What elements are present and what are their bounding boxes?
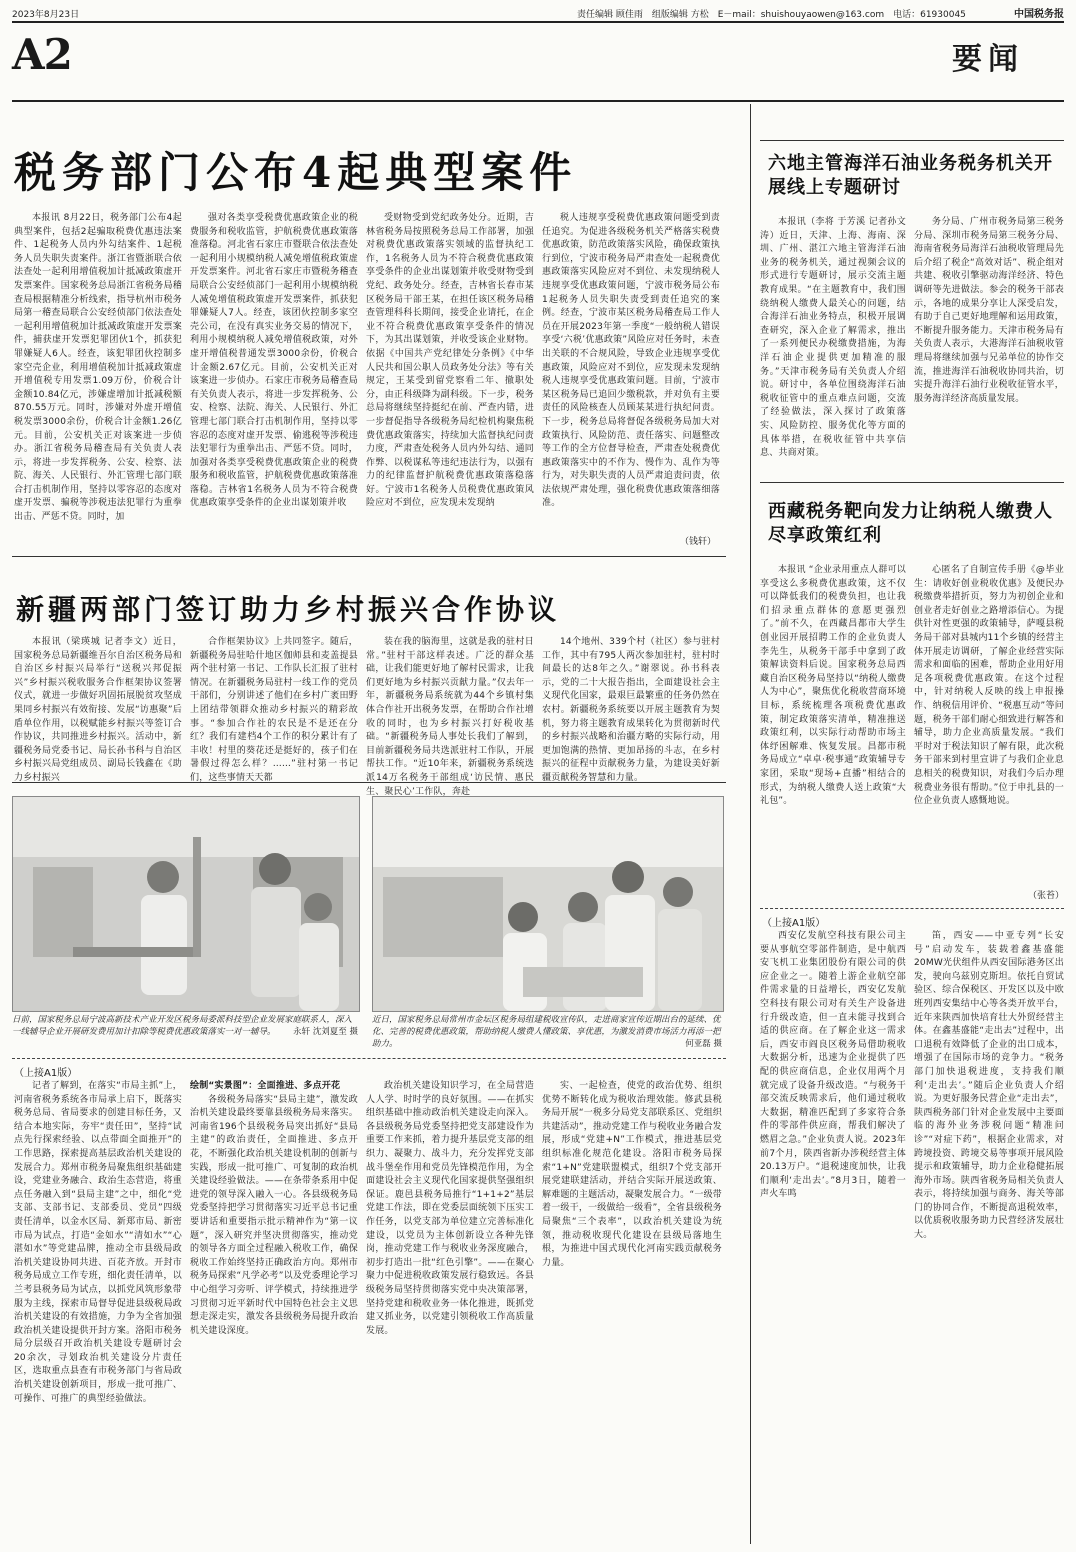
divider: [12, 1058, 726, 1059]
article-column: 本报讯 “企业录用重点人群可以享受这么多税费优惠政策，这不仅可以降低我们的税费负担，也让我们招录重点群体的意愿更强烈了。”前不久，在西藏昌都市大学生创业园开展招聘工作的企业负责人李先生，从税务干部手中拿到了政策解读资料后说。国家税务总局西藏自治区税务局坚持以“纳税人缴费人为中心”，聚焦优化税收营商环境目标，系统梳理各项税费优惠政策，制定政策落实清单，精准推送政策红利，以实际行动帮助市场主体纾困解难、恢复发展。昌都市税务局成立“卓卓·税事通”政策辅导专家团，采取“现场+直播”相结合的形式，为纳税人缴费人送上政策“大礼包”。: [760, 565, 906, 807]
headline-typical-cases: 税务部门公布4起典型案件: [14, 148, 578, 197]
divider: [760, 482, 1064, 483]
author-sign: （张苔）: [1028, 891, 1065, 901]
article-column: 装在我的脑海里，这就是我的驻村日常。”驻村干部这样表述。广泛的群众基础，让我们能更好地了解村民需求，让我们更好地为乡村振兴贡献力量。”仅去年一年，新疆税务局系统就为44个乡镇村集体合作社开出税务发票，在帮助合作社增收的同时，也为乡村振兴打好税收基础。“新疆税务局人事处长我们了解到，目前新疆税务局共选派驻村工作队，开展帮扶工作。“近10年来，新疆税务系统选派14万名税务干部组成‘访民情、惠民生、聚民心’工作队，奔赴: [366, 637, 534, 797]
page-number: A2: [12, 30, 72, 79]
divider: [12, 782, 726, 783]
headline-tibet: 西藏税务靶向发力让纳税人缴费人尽享政策红利: [768, 501, 1053, 546]
article-column: 笛，西安——中亚专列“长安号”启动发车，装载着鑫基盛能20MW光伏组件从西安国际港务区出发，驶向乌兹别克斯坦。依托自贸试验区、综合保税区、开发区以及中欧班列西安集结中心等各类开放平台，近年来陕西加快培育壮大外贸经营主体。在鑫基盛能“走出去”过程中，出口退税有效降低了企业的出口成本，增强了在国际市场的竞争力。“税务部门加快退税进度，支持我们顺利‘走出去’。”随后企业负责人介绍说。为更好服务民营企业“走出去”，陕西税务部门针对企业发展中主要面临的海外业务涉税问题“精准问诊”“对症下药”，根据企业需求，对跨境投资、跨境交易等事项开展风险提示和政策辅导，助力企业稳健拓展海外市场。陕西省税务局相关负责人表示，将持续加强与商务、海关等部门的协同合作，不断提高退税效率，以优质税收服务助力民营经济发展壮大。: [914, 931, 1064, 1241]
article-column: 税人违规享受税费优惠政策问题受到责任追究。为促进各级税务机关严格落实税费优惠政策，防范政策落实风险，确保政策执行到位，宁波市税务局严肃查处一起税费优惠政策落实风险应对不到位、未发现纳税人违规享受优惠政策问题，宁波市税务局公布1起税务人员失职失责受到责任追究的案例。经查，宁波市某区税务局稽查局工作人员在开展2023年第一季度“一般纳税人错误享受‘六税’优惠政策”风险应对任务时，未查出关联的不合规风险，导致企业违规享受优惠政策，风险应对不到位，应发现未发现纳税人违规享受优惠政策问题。目前，宁波市某区税务局已追回少缴税款，并对负有主要责任的风险核查人员顾某某进行执纪问责。下一步，税务总局将督促各级税务局加大对政策执行、风险防范、责任落实、问题整改等工作的全方位督导检查，严肃查处税费优惠政策落实中的不作为、慢作为、乱作为等行为，对失职失责的人员严肃追责问责，依法依规严肃处理，强化税费优惠政策落细落准。: [542, 213, 720, 509]
article-column: 绘制“实景图”：全面推进、多点开花 各级税务局落实“县局主建”，激发政治机关建设最终要靠县级税务局来落实。河南省196个县级税务局突出抓好“县局主建”的政治责任，全面推进、多点开花，不断强化政治机关建设机制的创新与实践，形成一批可推广、可复制的政治机关建设经验做法。——在条带条系用中促进党的领导深入融入一心。各县级税务局党委坚持把学习贯彻落实习近平总书记重要讲话和重要指示批示精神作为“第一议题”，深入研究并坚决贯彻落实，推动党的领导各方面全过程融入税收工作，确保税收工作始终坚持正确政治方向。郑州市税务局探索“凡学必考”以及党委理论学习中心组学习旁听、评学模式，持续推进学习贯彻习近平新时代中国特色社会主义思想走深走实，激发各县级税务局提升政治机关建设深度。: [190, 1081, 358, 1336]
jump-from-a1: （上接A1版）: [762, 918, 826, 929]
article-column: 本报讯（李将 于芳溪 记者孙文涛）近日，天津、上海、海南、深圳、广州、湛江六地主管海洋石油业务的税务机关，通过视频会议的形式进行专题研讨，展示交流主题教育成果。“在主题教育中，我们围绕纳税人缴费人最关心的问题，结合海洋石油业务特点，积极开展调查研究，深入企业了解需求，推出了一系列便民办税缴费措施，为海洋石油企业提供更加精准的服务。”天津市税务局有关负责人介绍说。研讨中，各单位围绕海洋石油税收征管中的重点难点问题，交流了经验做法，深入探讨了政策落实、风险防控、服务优化等方面的具体举措，在税收征管中共享信息、共商对策。: [760, 217, 906, 459]
article-column: 心匿名了自制宣传手册《@毕业生：请收好创业税收优惠》及便民办税缴费举措折页，努力为初创企业和创业者走好创业之路增添信心。为提供针对性更强的政策辅导，萨嘎县税务局干部对县城内11个乡镇的经营主体开展走访调研，了解企业经营实际需求和面临的困难，帮助企业用好用足各项税费优惠政策。在这个过程中，针对纳税人反映的线上申报操作、纳税信用评价、“税惠互动”等问题，税务干部们耐心细致进行解答和辅导，助力企业高质量发展。“我们平时对于税法知识了解有限，此次税务干部来到村里宣讲了与我们企业息息相关的税费知识，对我们今后办理税费业务很有帮助。”位于申扎县的一位企业负责人感慨地说。: [914, 565, 1064, 807]
article-column: 强对各类享受税费优惠政策企业的税费服务和税收监管，护航税费优惠政策落准落稳。河北省石家庄市暨联合依法查处一起利用小规模纳税人减免增值税政策虚开发票案件。河北省石家庄市暨税务稽查局联合公安经侦部门一起利用小规模纳税人减免增值税政策虚开发票案件，抓获犯罪嫌疑人7人。经查，该团伙控制多家空壳公司，在没有真实业务交易的情况下，利用小规模纳税人减免增值税政策，对外虚开增值税普通发票3000余份，价税合计金额2.67亿元。目前，公安机关正对该案进一步侦办。石家庄市税务局稽查局有关负责人表示，将进一步发挥税务、公安、检察、法院、海关、人民银行、外汇管理七部门联合打击机制作用，坚持以零容忍的态度对虚开发票、偷逃税等涉税违法犯罪行为重拳出击、严惩不贷。同时，加强对各类享受税费优惠政策企业的税费服务和税收监管，护航税费优惠政策落准落稳。吉林省1名税务人员为不符合税费优惠政策享受条件的企业出谋划策并收: [190, 213, 358, 509]
article-column: 合作框架协议》上共同签字。随后，新疆税务局驻哈什地区伽师县和麦盖提县两个驻村第一书记、工作队长汇报了驻村情况。在新疆税务局驻村一线工作的党员干部们，分别讲述了他们在乡村广袤田野上团结带领群众推动乡村振兴的精彩故事。“参加合作社的农民是不是还在分红？我们有建档4个工作的积分累计有了丰收！村里的葵花还是挺好的，孩子们在暑假过得怎么样？……”驻村第一书记们，这些事情天天都: [190, 637, 358, 783]
jump-from-a1: （上接A1版）: [14, 1068, 78, 1079]
photo-credit: 永轩 沈刘夏至 摄: [293, 1027, 358, 1037]
divider: [760, 908, 1064, 909]
news-photo-shop: [372, 796, 724, 1012]
newspaper-name: 中国税务报: [1014, 9, 1064, 20]
article-column: 政治机关建设知识学习，在全局营造人人学、时时学的良好氛围。——在抓实组织基础中推动政治机关建设走向深入。各县级税务局党委坚持把党支部建设作为重要工作来抓，着力提升基层党支部的组织力、凝聚力、战斗力，充分发挥党支部战斗堡垒作用和党员先锋模范作用，为全面建设社会主义现代化国家提供坚强组织保证。鹿邑县税务局推行“1+1+2”基层党建工作法，即在党委层面统领下压实工作任务，以党支部为单位建立完善标准化建设，以党员为主体创新设立各种先锋岗，推动党建工作与税收业务深度融合，初步打造出一批“红色引擎”。——在聚心聚力中促进税收政策发展行稳致远。各县级税务局坚持贯彻落实党中央决策部署，坚持党建和税收业务一体化推进，既抓党建又抓业务，以党建引领税收工作高质量发展。: [366, 1081, 534, 1336]
photo-credit: 何亚磊 摄: [685, 1039, 722, 1049]
article-column: 西安亿发航空科技有限公司主要从事航空零部件制造，是中航西安飞机工业集团股份有限公司的供应企业之一。随着上游企业航空部件需求量的日益增长，西安亿发航空科技有限公司对有关生产设备进行升级改造，但一直未能寻找到合适的供应商。在了解企业这一需求后，西安市阎良区税务局借助税收大数据分析，迅速为企业提供了匹配的供应商信息，企业仅用两个月就完成了设备升级改造。“与税务干部交流反映需求后，他们通过税收大数据，精准匹配到了多家符合条件的零部件供应商，帮我们解决了燃眉之急。”企业负责人说。2023年前7个月，陕西省新办涉税经营主体20.13万户。“退税速度加快，让我们顺利‘走出去’。”8月3日，随着一声火车鸣: [760, 931, 906, 1200]
editor-info: 责任编辑 顾佳雨 组版编辑 方松 E－mail：shuishouyaowen@163.com 电话：61930045: [577, 10, 966, 20]
page-masthead: [12, 4, 1064, 22]
news-photo-lab: [12, 796, 360, 1012]
headline-ocean-oil: 六地主管海洋石油业务税务机关开展线上专题研讨: [768, 153, 1053, 198]
photo-caption: 近日，国家税务总局常州市金坛区税务局组建税收宣传队，走进商家宣传近期出台的延续、优化、完善的税费优惠政策，帮助纳税人缴费人懂政策、享优惠，为激发消费市场活力再添一把助力。 何亚磊 摄: [372, 1015, 722, 1049]
author-sign: （钱轩）: [680, 537, 717, 547]
article-column: 本报讯 8月22日，税务部门公布4起典型案件，包括2起骗取税费优惠违法案件、1起税务人员内外勾结案件、1起税务人员失职失责案件。浙江省暨浙联合依法查处一起利用增值税加计抵减政策虚开发票案件。国家税务总局浙江省税务局稽查局根据精准分析线索，指导杭州市税务局第一稽查局联合公安经侦部门依法查处一起利用增值税加计抵减政策虚开发票案件，捕获虚开发票犯罪团伙1个，抓获犯罪嫌疑人6人。经查，该犯罪团伙控制多家空壳企业，利用增值税加计抵减政策虚开增值税专用发票1.09万份，价税合计金额10.84亿元，涉嫌虚增加计抵减税额870.55万元。同时，涉嫌对外虚开增值税发票3000余份，价税合计金额1.26亿元。目前，公安机关正对该案进一步侦办。浙江省税务局稽查局有关负责人表示，将进一步发挥税务、公安、检察、法院、海关、人民银行、外汇管理七部门联合打击机制作用，坚持以零容忍的态度对虚开发票、骗税等涉税违法犯罪行为重拳出击、严惩不贷。同时，加: [14, 213, 182, 523]
section-name: 要闻: [952, 42, 1024, 77]
article-column: 本报讯（梁瑛城 记者李文）近日，国家税务总局新疆维吾尔自治区税务局和自治区乡村振兴局举行“送税兴邦促振兴”乡村振兴税收服务合作框架协议签署仪式，就进一步做好巩固拓展脱贫攻坚成果同乡村振兴有效衔接、发展“访惠聚”后盾单位作用，以税赋能乡村振兴等签订合作协议，共同推进乡村振兴。活动中，新疆税务局党委书记、局长孙书科与自治区乡村振兴局党组成员、副局长钱鑫在《助力乡村振兴: [14, 637, 182, 783]
photo-caption: 日前，国家税务总局宁波高新技术产业开发区税务局委派科技型企业发展家庭联系人，深入一线辅导企业开展研发费用加计扣除等税费优惠政策落实一对一辅导。 永轩 沈刘夏至 摄: [12, 1015, 358, 1037]
article-column: 务分局、广州市税务局第三税务分局、深圳市税务局第三税务分局、海南省税务局海洋石油税收管理局先后介绍了税企“高效对话”、税企组对共建、税收引擎驱动海洋经济、特色调研等先进做法。参会的税务干部表示，各地的成果分享让人深受启发，有助于自己更好地理解和运用政策，不断提升服务能力。天津市税务局有关负责人表示，大港海洋石油税收管理局将继续加强与兄弟单位的协作交流，推进海洋石油税收协同共治，切实提升海洋石油行业税收征管水平，服务海洋经济高质量发展。: [914, 217, 1064, 404]
article-column: 14个地州、339个村（社区）参与驻村工作，其中有795人两次参加驻村，驻村时间最长的达8年之久。”谢翠说。孙书科表示，党的二十大报告指出，全面建设社会主义现代化国家，最艰巨最繁重的任务仍然在农村。新疆税务系统要以开展主题教育为契机，努力将主题教育成果转化为贯彻新时代的乡村振兴战略和治疆方略的实际行动，用更加饱满的热情、更加昂扬的斗志，在乡村振兴的征程中贡献税务力量，为建设美好新疆贡献税务智慧和力量。: [542, 637, 720, 783]
issue-date: 2023年8月23日: [12, 10, 80, 20]
column-rule: [750, 104, 751, 1544]
article-column: 实、一起检查，使党的政治优势、组织优势不断转化成为税收治理效能。修武县税务局开展“一税多分局党支部联系区、党组织共建活动”，推动党建工作与税收业务融合发展，形成“党建+N”工作模式，推进基层党组织标准化规范化建设。洛阳市税务局探索“1+N”党建联盟模式，组织7个党支部开展党建联建活动，并结合实际开展送政策、解难题的主题活动，凝聚发展合力。“一级带着一级干，一级做给一级看”，全省县级税务局聚焦“三个表率”，以政治机关建设为统领，推动税收现代化建设在县级局落地生根，为推进中国式现代化河南实践贡献税务力量。: [542, 1081, 722, 1268]
article-column: 受财物受到党纪政务处分。近期，吉林省税务局按照税务总局工作部署，加强对税费优惠政策落实领域的监督执纪工作，1名税务人员为不符合税费优惠政策享受条件的企业出谋划策并收受财物受到党纪、政务处分。经查，吉林省长春市某区税务局干部王某，在担任该区税务局稽查管理科科长期间，接受企业请托，在企业不符合税费优惠政策享受条件的情况下，为其出谋划策，并收受该企业财物。依据《中国共产党纪律处分条例》《中华人民共和国公职人员政务处分法》等有关规定，王某受到留党察看二年、撤职处分，由正科级降为副科级。下一步，税务总局将继续坚持挺纪在前、严查内错，进一步督促指导各级税务局纪检机构聚焦税费优惠政策落实，持续加大监督执纪问责力度，严肃查处税务人员内外勾结、通同作弊、以税谋私等违纪违法行为，以强有力的纪律监督护航税费优惠政策落稳落好。宁波市1名税务人员税费优惠政策风险应对不到位，应发现未发现纳: [366, 213, 534, 509]
masthead-rule: [12, 21, 1064, 23]
article-column: 记者了解到，在落实“市局主抓”上，河南省税务系统各市局承上启下，既落实税务总局、省局要求的创建目标任务，又结合本地实际，夯牢“责任田”，坚持“试点先行探索经验、以点带面全面推开”的工作思路，探索提高基层政治机关建设的发展合力。郑州市税务局聚焦组织基础建设，党建业务融合、政治生态营造，将重点任务融入到“县局主建”之中，细化“党支部、支部书记、支部委员、党员”四级责任清单，以金水区局、新郑市局、新密市局为试点，打造“金如水”“清如水”“心湛如水”等党建品牌，推动全市县级局政治机关建设协同共进、百花齐放。开封市税务局成立工作专班，细化责任清单，以兰考县税务局为试点，以抓党风筑形象带服为主线，探索市局督导促进县级税局政治机关建设的有效措施，力争为全省加强政治机关建设提供开封方案。洛阳市税务局分层级召开政治机关建设专题研讨会20余次，寻划政治机关建设分片责任区，选取重点县查有市税务部门与省局政治机关建设创新项目，形成一批可推广、可操作、可推广的典型经验做法。: [14, 1081, 182, 1404]
header-rule: [12, 100, 1064, 102]
headline-xinjiang: 新疆两部门签订助力乡村振兴合作协议: [16, 593, 561, 626]
divider: [12, 556, 726, 557]
divider: [760, 140, 1064, 141]
